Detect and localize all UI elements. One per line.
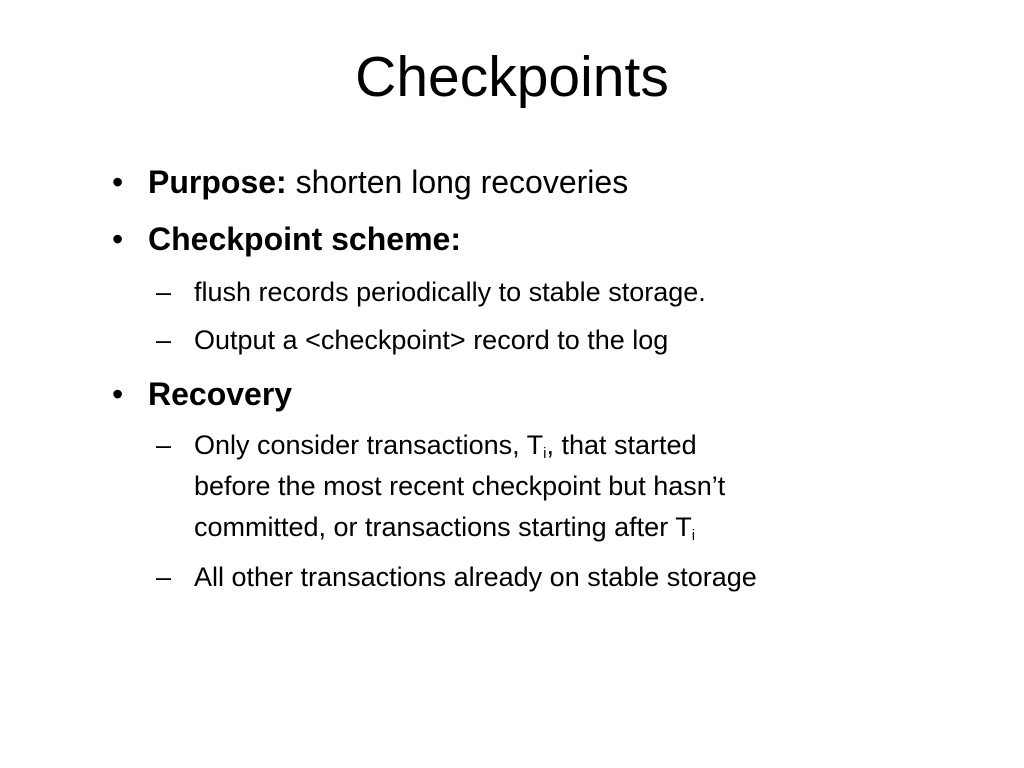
sub-bullet-other [156,557,757,598]
purpose-text: shorten long recoveries [286,164,629,200]
dash-marker: – [156,277,172,307]
bullet-marker: • [112,221,124,257]
consider-line-2: before the most recent checkpoint but hasn’t [194,471,726,501]
dash-marker: – [156,562,172,592]
consider-text-c: committed, or transactions starting after T [194,512,692,542]
recovery-item-2: All other transactions already on stable storage [194,562,757,592]
consider-line-1 [194,425,725,466]
dash-marker: – [156,325,172,355]
bullet-marker: • [112,376,124,412]
consider-text-b: , that started [546,430,697,460]
sub-bullet-output [156,320,669,361]
subscript-i: i [543,445,547,462]
bullet-marker: • [112,164,124,200]
scheme-item-2: Output a <checkpoint> record to the log [194,325,669,355]
bullet-checkpoint-scheme [112,219,461,259]
recovery-label: Recovery [148,376,293,412]
consider-line-3 [194,507,725,548]
scheme-item-1: flush records periodically to stable storage. [194,277,706,307]
sub-bullet-flush [156,272,706,313]
sub-bullet-consider [156,425,726,548]
consider-text-a: Only consider transactions, T [194,430,544,460]
slide-title: Checkpoints [355,45,669,109]
purpose-label: Purpose: [148,164,287,200]
bullet-recovery [112,374,293,414]
scheme-label: Checkpoint scheme: [148,221,461,257]
dash-marker: – [156,430,172,460]
bullet-purpose [112,162,629,202]
subscript-i: i [691,527,696,544]
